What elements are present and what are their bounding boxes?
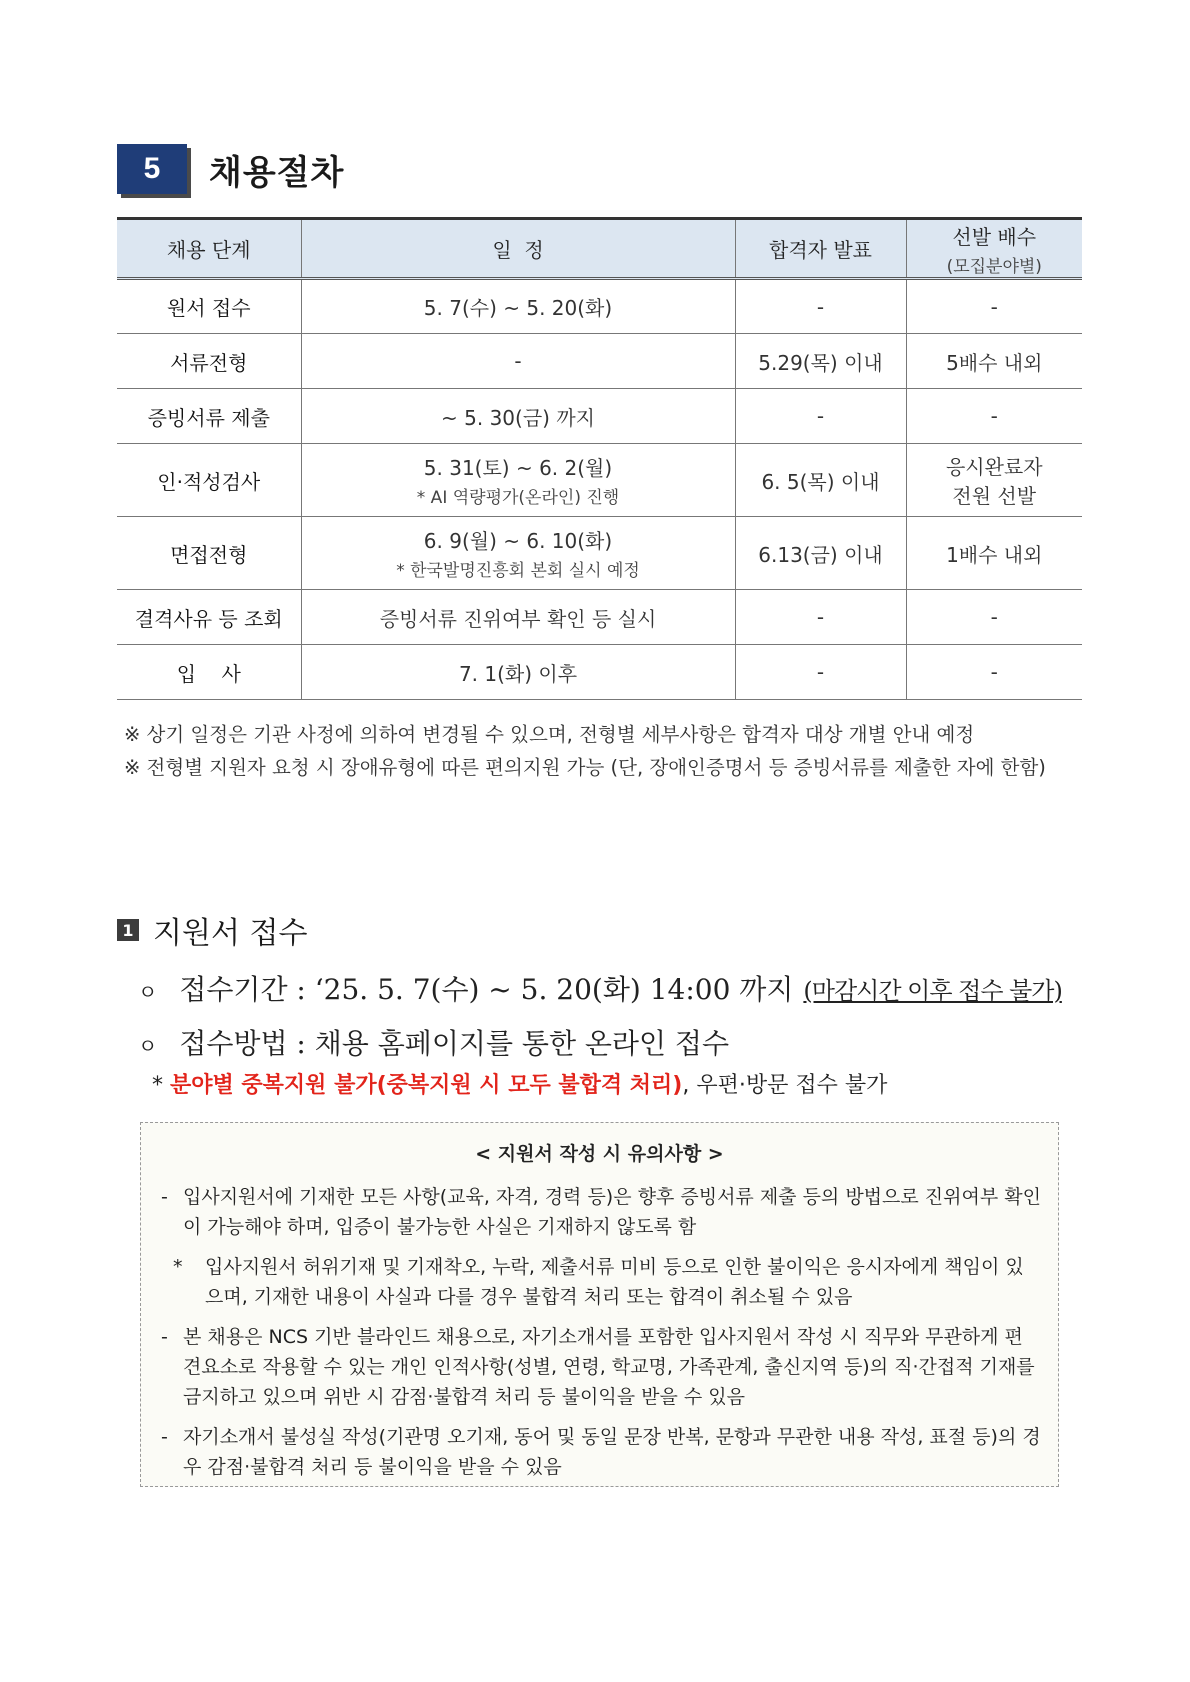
caution-item [161,1252,1041,1312]
schedule-table [117,217,1082,700]
ratio-cell: - [906,590,1082,645]
section-title: 채용절차 [209,152,345,193]
dash-mark: - [161,1326,168,1348]
schedule-cell: 증빙서류 진위여부 확인 등 실시 [301,590,735,645]
header-announce: 합격자 발표 [735,219,906,279]
ratio-cell: 5배수 내외 [906,334,1082,389]
section-number: 5 [117,144,187,194]
table-header-row [117,219,1082,279]
stage-cell: 원서 접수 [117,279,301,334]
schedule-cell [301,444,735,517]
asterisk-mark: * [152,1073,163,1098]
caution-item [161,1182,1041,1242]
bullet-icon: ㅇ [138,1034,158,1058]
stage-cell: 인·적성검사 [117,444,301,517]
header-ratio [906,219,1082,279]
schedule-sub: * 한국발명진흥회 본회 실시 예정 [396,561,640,581]
subsection-title: 지원서 접수 [153,916,308,951]
duplicate-warning [152,1068,887,1099]
table-row [117,590,1082,645]
schedule-cell [301,517,735,590]
announce-cell: 6. 5(목) 이내 [735,444,906,517]
caution-item [161,1322,1041,1412]
announce-cell: - [735,590,906,645]
caution-text: 본 채용은 NCS 기반 블라인드 채용으로, 자기소개서를 포함한 입사지원서 작성 시 직무와 무관하게 편견요소로 작용할 수 있는 개인 인적사항(성별, 연령, 학교명, 가족관계, 출신지역 등)의 직·간접적 기재를 금지하고 있으며 위반 시 감점·불합격 처리 등 불이익을 받을 수 있음 [183,1326,1035,1408]
schedule-cell: 7. 1(화) 이후 [301,645,735,700]
ratio-cell [906,444,1082,517]
stage-cell: 면접전형 [117,517,301,590]
caution-text: 자기소개서 불성실 작성(기관명 오기재, 동어 및 동일 문장 반복, 문항과 무관한 내용 작성, 표절 등)의 경우 감점·불합격 처리 등 불이익을 받을 수 있음 [183,1426,1041,1478]
header-stage: 채용 단계 [117,219,301,279]
announce-cell: 6.13(금) 이내 [735,517,906,590]
header-ratio-sub: (모집분야별) [946,256,1042,277]
bullet-icon: ㅇ [138,980,158,1004]
schedule-notes [124,718,1084,784]
application-method [138,1022,729,1062]
schedule-cell: - [301,334,735,389]
schedule-cell: ~ 5. 30(금) 까지 [301,389,735,444]
schedule-main: 5. 31(토) ~ 6. 2(월) [423,456,613,480]
table-row [117,645,1082,700]
caution-box [140,1122,1059,1487]
ratio-main: 응시완료자 [945,455,1043,479]
schedule-cell: 5. 7(수) ~ 5. 20(화) [301,279,735,334]
ratio-cell: - [906,645,1082,700]
duplicate-warning-red: 분야별 중복지원 불가(중복지원 시 모두 불합격 처리) [170,1073,683,1098]
stage-cell: 입 사 [117,645,301,700]
table-row [117,334,1082,389]
method-text: 접수방법 : 채용 홈페이지를 통한 온라인 접수 [179,1027,730,1060]
schedule-sub: * AI 역량평가(온라인) 진행 [416,488,620,508]
asterisk-mark: * [173,1256,183,1278]
table-row [117,389,1082,444]
stage-cell: 결격사유 등 조회 [117,590,301,645]
stage-cell: 서류전형 [117,334,301,389]
table-row [117,279,1082,334]
period-text: 접수기간 : ‘25. 5. 7(수) ~ 5. 20(화) 14:00 까지 [179,973,794,1006]
note-item: ※ 전형별 지원자 요청 시 장애유형에 따른 편의지원 가능 (단, 장애인증명서 등 증빙서류를 제출한 자에 한함) [124,756,1046,779]
announce-cell: 5.29(목) 이내 [735,334,906,389]
ratio-sub: 전원 선발 [952,484,1037,508]
schedule-main: 6. 9(월) ~ 6. 10(화) [423,529,613,553]
announce-cell: - [735,279,906,334]
ratio-cell: - [906,279,1082,334]
note-item: ※ 상기 일정은 기관 사정에 의하여 변경될 수 있으며, 전형별 세부사항은 합격자 대상 개별 안내 예정 [124,723,975,746]
table-row [117,517,1082,590]
duplicate-warning-rest: , 우편·방문 접수 불가 [682,1073,888,1098]
application-period [138,968,1062,1008]
caution-title: < 지원서 작성 시 유의사항 > [475,1143,724,1165]
header-ratio-label: 선발 배수 [952,224,1037,249]
announce-cell: - [735,389,906,444]
caution-text: 입사지원서에 기재한 모든 사항(교육, 자격, 경력 등)은 향후 증빙서류 제출 등의 방법으로 진위여부 확인이 가능해야 하며, 입증이 불가능한 사실은 기재하지 않도록 함 [183,1186,1041,1238]
table-row [117,444,1082,517]
dash-mark: - [161,1186,168,1208]
header-schedule: 일 정 [301,219,735,279]
caution-text: 입사지원서 허위기재 및 기재착오, 누락, 제출서류 미비 등으로 인한 불이익은 응시자에게 책임이 있으며, 기재한 내용이 사실과 다를 경우 불합격 처리 또는 합격이 취소될 수 있음 [205,1256,1024,1308]
section-header [117,143,344,195]
ratio-cell: 1배수 내외 [906,517,1082,590]
announce-cell: - [735,645,906,700]
caution-list [161,1182,1041,1482]
deadline-note: (마감시간 이후 접수 불가) [803,977,1062,1005]
caution-item [161,1422,1041,1482]
ratio-cell: - [906,389,1082,444]
subsection-number: 1 [117,919,139,941]
subsection-header [117,908,307,952]
dash-mark: - [161,1426,168,1448]
stage-cell: 증빙서류 제출 [117,389,301,444]
